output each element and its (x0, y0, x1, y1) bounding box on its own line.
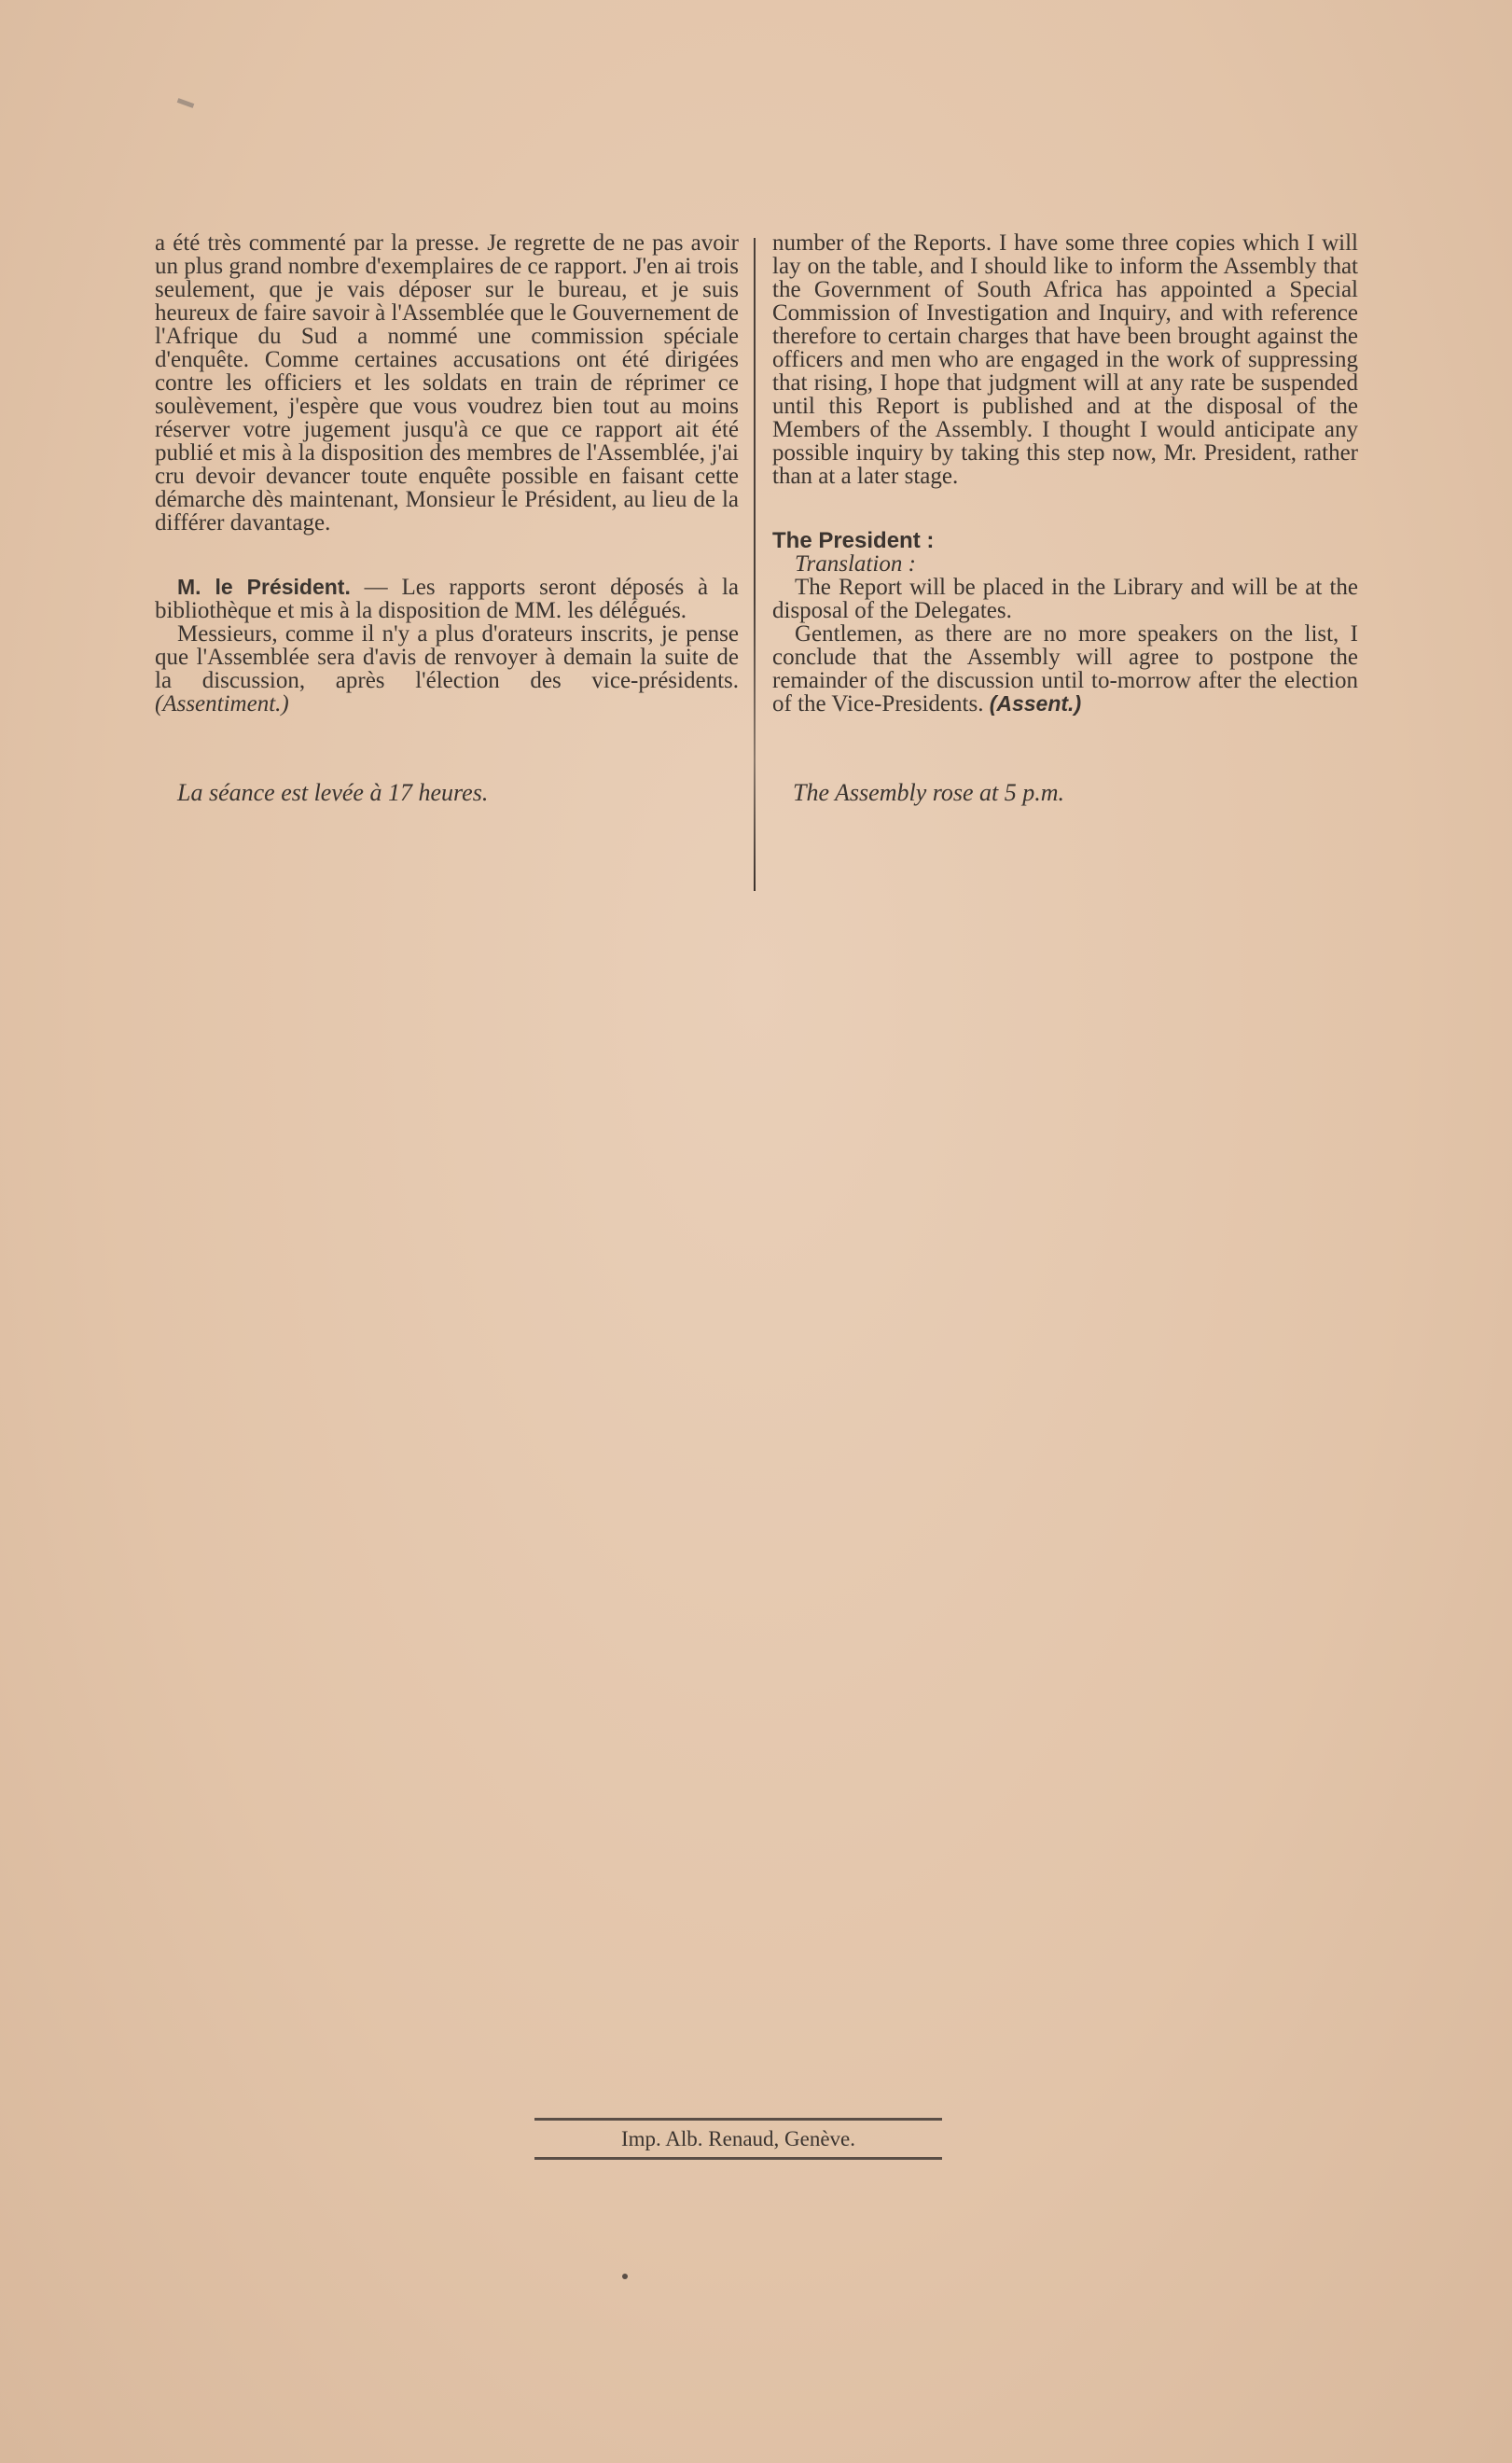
imprint-bottom-rule (534, 2157, 942, 2160)
french-paragraph-3-text: Messieurs, comme il n'y a plus d'orateurs inscrits, je pense que l'Assemblée sera d'avis de renvoyer à demain la suite de la discussion, après l'élection des vice-présidents. (155, 621, 739, 693)
column-divider (754, 238, 756, 891)
english-closing: The Assembly rose at 5 p.m. (793, 779, 1065, 806)
french-assent: (Assentiment.) (155, 691, 289, 717)
imprint: Imp. Alb. Renaud, Genève. (620, 2127, 856, 2150)
english-paragraph-3 (772, 622, 1358, 716)
english-paragraph-2: The Report will be placed in the Library and will be at the disposal of the Delegates. (772, 575, 1358, 623)
imprint-top-rule (534, 2118, 942, 2121)
paper-mark (177, 98, 195, 108)
french-column (155, 231, 739, 804)
english-translation-label: Translation : (795, 551, 916, 577)
ink-dot (622, 2274, 628, 2279)
english-column (772, 231, 1358, 804)
english-paragraph-3-text: Gentlemen, as there are no more speakers on the list, I conclude that the Assembly will agree to postpone the remainder of the discussion until to-morrow after the election of the Vice-Presidents. (772, 621, 1358, 717)
french-president-text: — Les rapports seront déposés à la bibliothèque et mis à la disposition de MM. les délégués. (155, 575, 739, 623)
french-president-paragraph (155, 576, 739, 622)
french-paragraph-3 (155, 622, 739, 716)
french-paragraph-1: a été très commenté par la presse. Je regrette de ne pas avoir un plus grand nombre d'exemplaires de ce rapport. J'en ai trois seulement, que je vais déposer sur le bureau, et je suis heureux de faire savoir à l'Assemblée que le Gouvernement de l'Afrique du Sud a nommé une commission spéciale d'enquête. Comme certaines accusations ont été dirigées contre les officiers et les soldats en train de réprimer ce soulèvement, j'espère que vous voudrez bien tout au moins réserver votre jugement jusqu'à ce que ce rapport ait été publié et mis à la disposition des membres de l'Assemblée, j'ai cru devoir devancer toute enquête possible en faisant cette démarche dès maintenant, Monsieur le Président, au lieu de la différer davantage. (155, 230, 739, 536)
french-closing: La séance est levée à 17 heures. (177, 779, 489, 806)
english-president-speaker: The President : (772, 528, 935, 553)
english-paragraph-1: number of the Reports. I have some three copies which I will lay on the table, and I should like to inform the Assembly that the Government of South Africa has appointed a Special Commission of Investigation and Inquiry, and with reference therefore to certain charges that have been brought against the officers and men who are engaged in the work of suppressing that rising, I hope that judgment will at any rate be suspended until this Report is published and at the disposal of the Members of the Assembly. I thought I would anticipate any possible inquiry by taking this step now, Mr. President, rather than at a later stage. (772, 230, 1358, 489)
french-president-speaker: M. le Président. (177, 575, 351, 599)
english-assent: (Assent.) (989, 691, 1082, 716)
